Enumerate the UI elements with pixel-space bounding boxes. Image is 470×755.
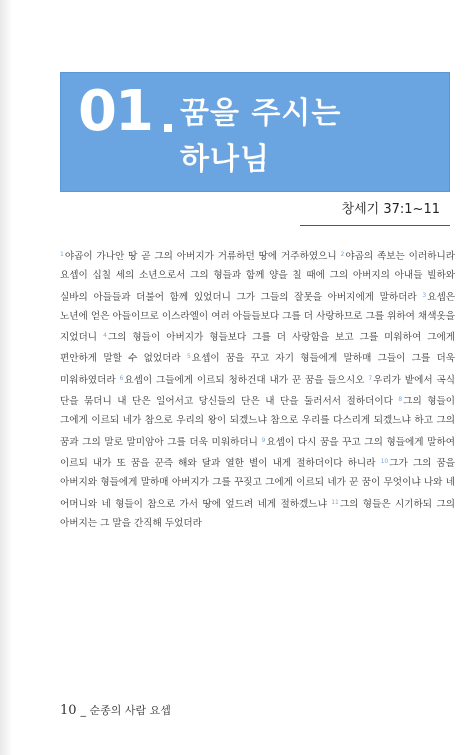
verse-text: 야곱의 족보는 이러하니라 요셉이 십칠 세의 소년으로서 그의 형들과 함께 양을 칠 때에 그의 아버지의 아내들 빌하와 실바의 아들들과 더불어 함께 있었더니 그가 그들의 잘못을 아버지에게 말하더라 — [60, 251, 456, 303]
verse-text: 그의 형들이 아버지가 형들보다 그를 더 사랑함을 보고 그를 미워하여 그에게 편안하게 말할 수 없었더라 — [60, 332, 455, 365]
verse-text: 요셉은 노년에 얻은 아들이므로 이스라엘이 여러 아들들보다 그를 더 사랑하므로 그를 위하여 채색옷을 지었더니 — [60, 291, 455, 344]
verse-text: 요셉이 다시 꿈을 꾸고 그의 형들에게 말하여 이르되 내가 또 꿈을 꾼즉 해와 달과 열한 별이 내게 절하더이다 하니라 — [60, 436, 455, 469]
verse-number: 4 — [103, 332, 107, 340]
verse-number: 9 — [261, 436, 266, 444]
verse-text: 요셉이 그들에게 이르되 청하건대 내가 꾼 꿈을 들으시오 — [124, 374, 369, 386]
chapter-number: 01 — [78, 79, 152, 144]
reference-underline — [300, 225, 450, 226]
verse-text: 그의 형들은 시기하되 그의 아버지는 그 말을 간직해 두었더라 — [60, 498, 455, 529]
chapter-title-line1: 꿈을 주시는 — [180, 96, 342, 131]
chapter-dot — [164, 124, 172, 132]
verse-number: 8 — [398, 396, 403, 404]
verse-text: 그가 그의 꿈을 아버지와 형들에게 말하매 아버지가 그를 꾸짖고 그에게 이르되 네가 꾼 꿈이 무엇이냐 나와 네 어머니와 네 형들이 참으로 가서 땅에 엎드려 네게 절하겠느냐 — [60, 457, 455, 510]
chapter-title-line2: 하나님 — [180, 142, 270, 177]
chapter-header-box — [60, 72, 450, 192]
verse-number: 1 — [60, 251, 64, 258]
page-number: 10 — [60, 703, 77, 718]
verse-text: 그의 형들이 그에게 이르되 네가 참으로 우리의 왕이 되겠느냐 참으로 우리를 다스리게 되겠느냐 하고 그의 꿈과 그의 말로 말미암아 그를 더욱 미워하더니 — [60, 396, 455, 448]
scripture-passage — [60, 245, 455, 533]
page-binding-shadow — [0, 0, 12, 755]
verse-number: 5 — [186, 353, 191, 361]
verse-number: 6 — [119, 374, 124, 382]
page-footer — [60, 704, 171, 718]
verse-number: 2 — [340, 251, 345, 258]
running-title: _ 순종의 사람 요셉 — [80, 704, 171, 717]
verse-text: 야곱이 가나안 땅 곧 그의 아버지가 거류하던 땅에 거주하였으니 — [64, 251, 341, 262]
verse-number: 3 — [422, 291, 427, 299]
verse-text: 요셉이 꿈을 꾸고 자기 형들에게 말하매 그들이 그를 더욱 미워하였더라 — [60, 353, 455, 386]
verse-number: 7 — [368, 374, 373, 382]
verse-text: 우리가 밭에서 곡식 단을 묶더니 내 단은 일어서고 당신들의 단은 내 단을 둘러서서 절하더이다 — [60, 374, 455, 408]
verse-number: 11 — [331, 498, 339, 506]
verse-number: 10 — [380, 457, 389, 465]
scripture-reference: 창세기 37:1~11 — [341, 202, 440, 217]
